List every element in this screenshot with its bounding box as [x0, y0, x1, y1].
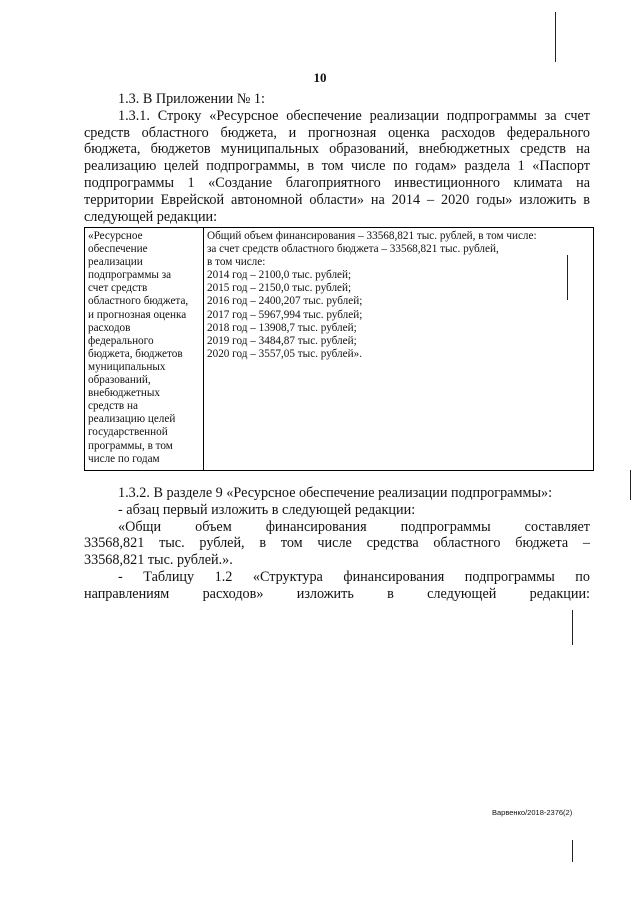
right-line: 2019 год – 3484,87 тыс. рублей; [207, 334, 357, 347]
right-line: 2017 год – 5967,994 тыс. рублей; [207, 308, 363, 321]
right-line: за счет средств областного бюджета – 33568,821 тыс. рублей, [207, 243, 499, 256]
left-line: числе по годам [88, 452, 160, 465]
right-line: 2020 год – 3557,05 тыс. рублей». [207, 347, 362, 360]
bullet-1: - абзац первый изложить в следующей редакции: [118, 501, 416, 518]
left-line: и прогнозная оценка [88, 308, 187, 321]
table-right-cell [204, 228, 594, 471]
left-line: государственной [88, 426, 168, 439]
right-line: 2014 год – 2100,0 тыс. рублей; [207, 269, 352, 282]
item-1-3-1-line-7: следующей редакции: [84, 208, 218, 225]
table-row [85, 228, 594, 471]
scan-mark [572, 840, 573, 862]
quote-line-1: «Общи объем финансирования подпрограммы составляет [118, 518, 590, 535]
section-1-3-2-heading: 1.3.2. В разделе 9 «Ресурсное обеспечение реализации подпрограммы»: [118, 485, 553, 501]
page-number: 10 [313, 70, 327, 85]
item-1-3-1-line-5: подпрограммы 1 «Создание благоприятного инвестиционного климата на [84, 174, 590, 191]
footer-document-id: Варвенко/2018-2376(2) [492, 808, 573, 817]
scan-mark [572, 610, 573, 645]
table-left-cell [85, 228, 204, 471]
left-line: «Ресурсное [88, 230, 143, 242]
right-line: 2018 год – 13908,7 тыс. рублей; [207, 321, 357, 334]
item-1-3-1-line-6: территории Еврейской автономной области» на 2014 – 2020 годы» изложить в [84, 191, 590, 208]
right-line: 2016 год – 2400,207 тыс. рублей; [207, 295, 363, 308]
right-line: Общий объем финансирования – 33568,821 тыс. рублей, в том числе: [207, 230, 537, 242]
resource-table [84, 227, 594, 471]
scan-mark [567, 255, 568, 300]
left-line: программы, в том [88, 439, 173, 452]
section-1-3-2 [84, 485, 590, 603]
left-line: областного бюджета, [88, 295, 189, 308]
section-1-3 [84, 91, 590, 225]
scan-mark [555, 12, 556, 62]
left-line: средств на [88, 400, 138, 413]
left-line: муниципальных [88, 360, 166, 373]
right-line: 2015 год – 2150,0 тыс. рублей; [207, 282, 352, 295]
scan-mark [630, 470, 631, 500]
right-line: в том числе: [207, 256, 266, 269]
left-line: расходов [88, 321, 131, 334]
item-1-3-1-line-4: реализацию целей подпрограммы, в том числе по годам» раздела 1 «Паспорт [84, 158, 590, 175]
left-line: федерального [88, 334, 154, 347]
item-1-3-1-line-3: бюджета, бюджетов муниципальных образований, внебюджетных средств на [84, 141, 590, 158]
left-line: внебюджетных [88, 387, 160, 400]
quote-line-3: 33568,821 тыс. рублей.». [84, 552, 233, 569]
bullet-2-line-1: - Таблицу 1.2 «Структура финансирования подпрограммы по [118, 568, 590, 585]
section-1-3-heading: 1.3. В Приложении № 1: [118, 91, 265, 107]
item-1-3-1-line-2: средств областного бюджета, и прогнозная оценка расходов федерального [84, 124, 590, 141]
left-line: счет средств [88, 282, 148, 295]
left-line: подпрограммы за [88, 269, 172, 282]
left-line: бюджета, бюджетов [88, 347, 183, 360]
left-line: обеспечение [88, 243, 148, 256]
bullet-2-line-2: направлениям расходов» изложить в следующей редакции: [84, 585, 590, 602]
left-line: реализации [88, 256, 143, 269]
item-1-3-1-line-1: 1.3.1. Строку «Ресурсное обеспечение реализации подпрограммы за счет [118, 107, 590, 124]
left-line: реализацию целей [88, 413, 176, 426]
left-line: образований, [88, 374, 151, 387]
quote-line-2: 33568,821 тыс. рублей, в том числе средства областного бюджета – [84, 535, 590, 552]
